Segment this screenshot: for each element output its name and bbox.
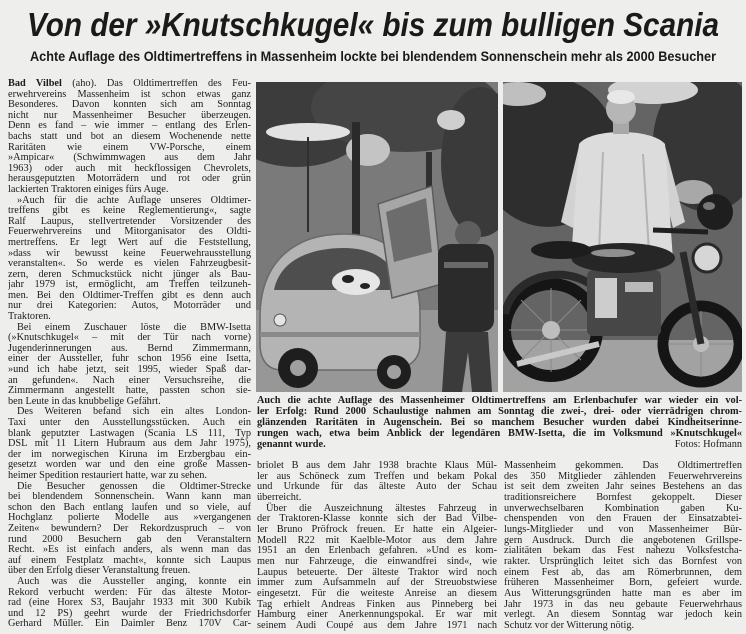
text-line: Bei einem Zuschauer löste die BMW-Isetta xyxy=(17,321,251,333)
text-line: DSL mit 11 Litern Hubraum aus dem Jahr 1975), xyxy=(8,438,251,450)
text-line: lackierten Traktoren einiges fürs Auge. xyxy=(8,183,169,195)
headline xyxy=(0,0,746,46)
isetta-headlight xyxy=(274,314,286,326)
text-line: erwehrvereins Massenheim ist schon etwas ganz xyxy=(8,88,251,100)
text-line: men nur Fahrzeuge, die einwandfrei sind«, wie xyxy=(257,555,497,567)
text-line: zialitäten bekam das Fest nahezu Volksfestcha- xyxy=(504,545,742,557)
spectator-backpack xyxy=(438,244,494,332)
text-line: Laupus beteuerte. Der älteste Traktor wird noch xyxy=(257,566,497,578)
text-line: rund 2000 Besuchern gab den Veranstaltern xyxy=(8,533,251,545)
text-line-content: (aho). Das Oldtimertreffen des Feu- xyxy=(72,79,251,89)
text-line: »dass wir bewusst keine Feuerwehrausstellung xyxy=(8,247,251,259)
text-line: »Ampicar« (Schwimmwagen aus dem Jahr xyxy=(8,152,251,164)
text-line: Taxi unter den Ausstellungsstücken. Auch ein xyxy=(8,417,251,428)
motorcycle-seat xyxy=(531,241,591,259)
sky-patch xyxy=(437,110,465,130)
text-line: Aus Witterungsgründen hatte man es aber im xyxy=(504,587,742,599)
text-line: ler Bruno Pröfrock freuen. Er hatte ein Algeier- xyxy=(257,523,497,535)
text-line: men. Bei den Oldtimer-Treffen gibt es denn auch xyxy=(8,289,251,301)
text-line: treffens gibt es keine Reglementierung«, sagte xyxy=(8,205,251,217)
man-shirt xyxy=(571,132,673,260)
text-line: chenspenden von den Frauen der Einsatzabtei- xyxy=(504,513,742,525)
headline-text: Von der »Knutschkugel« bis zum bulligen Scania xyxy=(27,6,719,43)
text-line: blank geputzter Lastwagen (Scania LS 111, Typ xyxy=(8,427,251,439)
text-line: einer der Aussteller, fuhr schon 1956 eine Isetta, xyxy=(8,353,251,365)
text-line: nicht nur Massenheimer Besucher überzeugen. xyxy=(8,109,251,121)
text-line: lungs-Mitglieder und von Massenheimer Bür- xyxy=(504,523,742,535)
engine-chrome xyxy=(625,282,653,292)
helmet xyxy=(697,194,733,230)
handlebar xyxy=(653,230,708,232)
text-line: an gefunden«. Nach einer Versuchsreihe, die xyxy=(8,374,251,386)
text-line: Traktoren. xyxy=(8,311,51,323)
text-line: 1963) oder auch mit heckflossigen Chevrolets, xyxy=(8,162,251,174)
caption-line: glänzenden Raritäten in Augenschein. Bei so manchem Besucher wurden dabei Kindheitserinne- xyxy=(257,416,742,428)
text-line: Auch was die Aussteller anging, konnte ein xyxy=(17,575,251,587)
text-line: schon den Bach entlang laufen und so viele, auf xyxy=(8,501,251,513)
seat-pattern xyxy=(360,283,370,289)
text-line: nur drei Kategorien: Autos, Motorräder und xyxy=(8,300,251,312)
headlight xyxy=(693,244,721,272)
text-line: Hamburg einer Anerkennungspokal. Er war mit xyxy=(257,609,497,621)
text-line: »und ich habe jetzt, seit 1995, wieder Spaß dar- xyxy=(8,364,251,376)
text-line: rad (eine Horex S3, Baujahr 1933 mit 300 Kubik xyxy=(8,597,251,609)
seat-pattern xyxy=(342,275,354,283)
text-line: herausgeputzten Motorrädern und rot oder grün xyxy=(8,173,251,185)
wheel-hub xyxy=(290,360,306,376)
photo-motorcycle-image xyxy=(503,82,742,392)
backpack-strap xyxy=(444,262,488,268)
helmet-highlight xyxy=(703,202,715,210)
text-line: Des Weiteren befand sich ein altes London- xyxy=(17,406,251,418)
text-line: früheren Massenheimer Born, gefeiert wurde. xyxy=(504,577,742,589)
text-line: überreicht. xyxy=(257,491,302,503)
text-line: ben Leute in das knubbelige Gefährt. xyxy=(8,395,161,407)
photo-isetta-image xyxy=(256,82,498,392)
text-line: Jugenderinnerungen aus. Bernd Zimmermann, xyxy=(8,342,251,354)
text-line: (»Knutschkugel« – mit der Tür nach vorne) xyxy=(8,332,251,344)
text-line: »Auch für die achte Auflage unseres Oldtimer- xyxy=(17,194,251,206)
text-line: bachs statt und bot an diesem Wochenende nette xyxy=(8,130,251,142)
photo-credit: Fotos: Hofmann xyxy=(674,438,742,450)
photo-caption xyxy=(257,396,742,453)
tank-highlight xyxy=(591,249,635,257)
text-line: der im norwegischen Kiruna im Erzbergbau ein- xyxy=(8,448,251,460)
text-line: und Urkunde für das älteste Auto der Schau xyxy=(257,481,497,493)
text-line: über den Erfolg dieser Veranstaltung freuen. xyxy=(8,565,191,577)
photo-motorcycle xyxy=(503,82,742,392)
text-line: zern, deren Schmuckstück nicht jünger als Bau- xyxy=(8,268,251,280)
text-line: Zimmermann angestellt hatte, passten schon sie- xyxy=(8,385,251,397)
dateline: Bad Vilbel xyxy=(8,79,62,89)
text-line: jahr 1979 ist, ermöglicht, am Treffen teilzuneh- xyxy=(8,279,251,291)
caption-line: genannt wurde. xyxy=(257,438,326,450)
text-line: immer zum Aufsammeln auf der Streuobstwiese xyxy=(257,577,497,589)
photo-isetta xyxy=(256,82,498,392)
text-line: Jahr 1973 in das neu gebaute Feuerwehrhaus xyxy=(504,598,742,610)
isetta-trim xyxy=(260,332,420,337)
text-line: unverwechselbaren Kombination gaben Ku- xyxy=(504,502,742,514)
parasol-pole xyxy=(307,137,309,232)
text-line: Hochglanz polierte Modelle aus »vergangenen xyxy=(8,512,251,524)
text-line: veranstalten«. So werde es vielen Fahrzeugbesit- xyxy=(8,258,251,270)
text-line: Schutz vor der Witterung nötig. xyxy=(504,619,635,631)
caption-last-line xyxy=(257,440,742,451)
middle-column xyxy=(257,461,497,633)
text-line: Feuerwehrvereins und Mitorganisator des Oldti- xyxy=(8,226,251,238)
text-line: der Traktoren-Klasse konnte sich der Bad Vilbe- xyxy=(257,513,497,525)
text-line: mertreffens. Er legt Wert auf die Feststellung, xyxy=(8,236,251,248)
text-line: briolet B aus dem Jahr 1938 brachte Klaus Mül- xyxy=(257,461,497,471)
text-line: Über die Auszeichnung ältestes Fahrzeug in xyxy=(266,502,497,514)
spectator-head xyxy=(455,221,481,247)
text-line: rakter. Ursprünglich leitet sich das Bornfest von xyxy=(504,555,742,567)
text-line: Tag erhielt Andreas Finken aus Pinneberg bei xyxy=(257,598,497,610)
text-line: Zeiten« bewundern? Der Rekordzuspruch – von xyxy=(8,522,251,534)
text-line: Massenheim gekommen. Das Oldtimertreffen xyxy=(504,461,742,471)
isetta-seat xyxy=(332,269,380,295)
text-line: Rekord verbucht werden: Für das älteste Motor- xyxy=(8,586,251,598)
text-line: Denn es fand – wie immer – entlang des Erlen- xyxy=(8,120,251,132)
text-line: seinem Audi Coupé aus dem Jahre 1971 nach xyxy=(257,619,497,631)
text-line: bei blendendem Sonnenschein. Wann kann man xyxy=(8,491,251,503)
text-line: Gerhard Müller. Ein Daimler Benz 170V Car- xyxy=(8,618,251,630)
text-line: gern Ausdruck. Durch die angebotenen Grillspe- xyxy=(504,534,742,546)
man-hair xyxy=(607,90,635,104)
text-line: ler aus Schöneck zum Treffen und bekam Pokal xyxy=(257,470,497,482)
text-line: einem Fest ab, das am Römerbrunnen, dem xyxy=(504,566,742,578)
rear-wheel-hub xyxy=(542,321,560,339)
engine-chrome xyxy=(595,278,617,318)
text-line: gesetzt worden war und den eine große Massen- xyxy=(8,459,251,471)
text-line: heimer Spedition restauriert hatte, war zu sehen. xyxy=(8,469,207,481)
text-line: verlegt. An diesem Sonntag war jedoch kein xyxy=(504,609,742,621)
text-line: und 12 PS) geehrt wurde der Friedrichsdorfer xyxy=(8,607,251,619)
subheadline-text: Achte Auflage des Oldtimertreffens in Massenheim lockte bei blendendem Sonnenschein mehr als 2000 Besucher xyxy=(30,48,717,64)
text-line: auf einem Festplatz macht«, konnte sich Laupus xyxy=(8,554,251,566)
text-line xyxy=(8,79,251,90)
right-column xyxy=(504,461,742,633)
text-line: 1951 an den Erlenbach gefahren. »Und es kom- xyxy=(257,545,497,557)
text-line: Die Besucher genossen die Oldtimer-Strecke xyxy=(17,480,251,492)
text-line: Ralf Laupus, stellvertretender Vorsitzender des xyxy=(8,215,251,227)
text-line: Besonderes. Davon konnten sich am Sonntag xyxy=(8,99,251,111)
caption-line: Auch die achte Auflage des Massenheimer Oldtimertreffens am Erlenbachufer war wieder ein vol- xyxy=(257,396,742,406)
caption-line: ler Erfolg: Rund 2000 Schaulustige nahmen am Sonntag die zwei-, drei- oder vierrädrigen chrom- xyxy=(257,405,742,417)
text-line: Raritäten wie einem VW-Porsche, einem xyxy=(8,141,251,153)
text-line: traditionsreichere Bornfest gekoppelt. Dieser xyxy=(504,491,742,503)
caption-line: rungen wach, etwa beim Anblick der legendären BMW-Isetta, die im Volksmund »Knutschkugel« xyxy=(257,427,742,439)
left-column xyxy=(8,79,251,632)
wheel-hub xyxy=(387,365,401,379)
subheadline xyxy=(0,44,746,66)
text-line: Recht. »Es ist einfach anders, als wenn man das xyxy=(8,544,251,556)
text-line: eingesetzt. Für die weiteste Anreise an diesem xyxy=(257,587,497,599)
text-line: ist seit dem zweiten Jahr seines Bestehens an das xyxy=(504,481,742,493)
text-line: Modell R22 mit Kaelble-Motor aus dem Jahre xyxy=(257,534,497,546)
text-line: des 350 Mitglieder zählenden Feuerwehrvereins xyxy=(504,470,742,482)
